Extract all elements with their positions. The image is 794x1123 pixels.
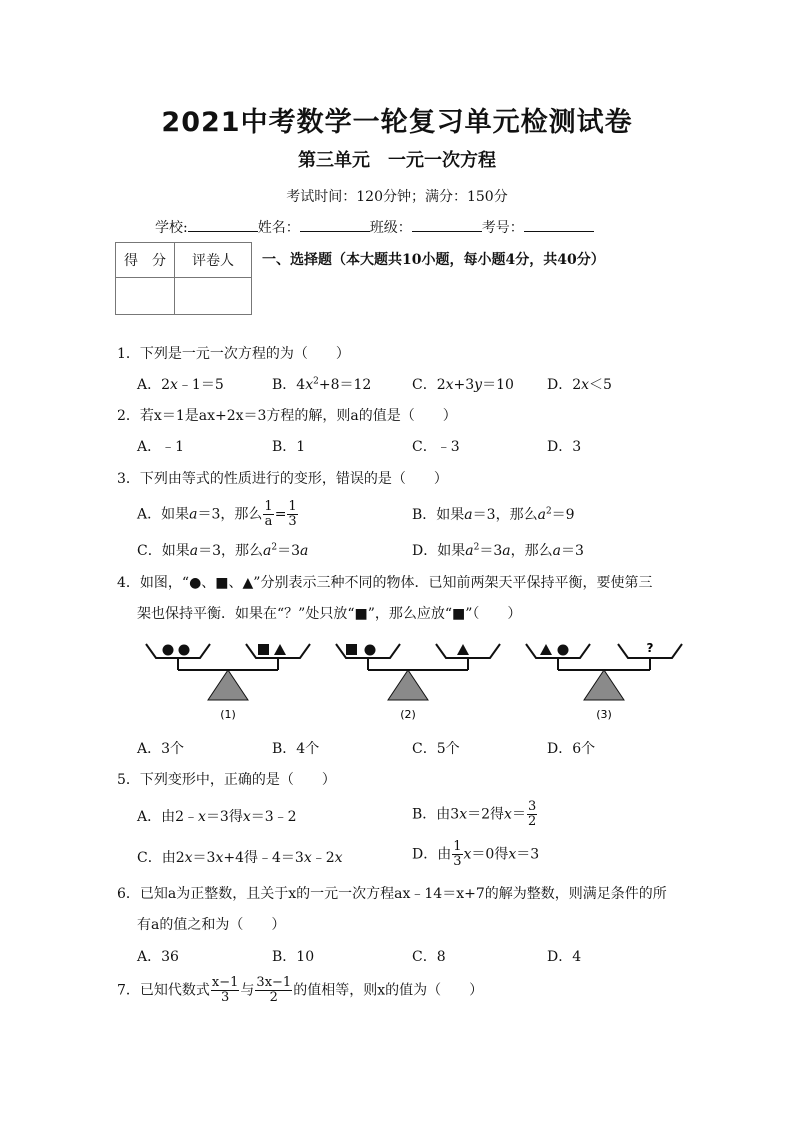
page-title: 2021中考数学一轮复习单元检测试卷	[161, 107, 633, 138]
triangle-icon	[274, 644, 286, 655]
square-icon	[258, 644, 269, 655]
question-mark: ?	[646, 641, 654, 655]
balance-scale-1	[146, 644, 310, 721]
number-field[interactable]	[524, 219, 594, 232]
fraction: $\frac{3x-1}{2}$	[256, 975, 292, 1005]
q3-option-a[interactable]: A．如果a＝3，那么 $\frac{1}{a}$ = $\frac{1}{3}$	[137, 499, 297, 529]
question-stem-post: 的值相等，则x的值为（ ）	[293, 982, 484, 999]
class-field[interactable]	[412, 219, 482, 232]
q1-option-c[interactable]: C．2x+3y＝10	[412, 377, 514, 393]
q2-option-d[interactable]: D．3	[547, 439, 582, 455]
question-6-line1	[117, 883, 667, 903]
q1-option-d[interactable]: D．2x＜5	[547, 377, 612, 393]
q5-option-b[interactable]: B．由3x＝2得x＝ $\frac{3}{2}$	[412, 799, 537, 829]
question-stem-pre: 已知代数式	[139, 982, 210, 999]
fraction: $\frac{3}{2}$	[527, 799, 537, 829]
question-3	[117, 468, 448, 488]
q4-option-b[interactable]: B．4个	[272, 741, 320, 757]
q4-option-a[interactable]: A．3个	[137, 741, 185, 757]
name-field[interactable]	[300, 219, 370, 232]
question-6-line2: 有a的值之和为（ ）	[137, 917, 286, 933]
q6-option-b[interactable]: B．10	[272, 949, 315, 965]
section-title: 一、选择题（本大题共10小题，每小题4分，共40分）	[262, 252, 605, 268]
q5-option-c[interactable]: C．由2x＝3x+4得﹣4＝3x﹣2x	[137, 850, 343, 866]
q5-option-d[interactable]: D．由 $\frac{1}{3}$ x＝0得x＝3	[412, 839, 540, 869]
question-stem: 下列是一元一次方程的为（ ）	[139, 346, 350, 362]
fraction: $\frac{1}{3}$	[288, 499, 297, 529]
question-4-line2: 架也保持平衡．如果在“？”处只放“■”，那么应放“■”（ ）	[137, 606, 522, 622]
circle-icon	[365, 645, 376, 656]
question-number: 2．	[117, 408, 140, 424]
circle-icon	[558, 645, 569, 656]
question-number: 1．	[117, 346, 140, 362]
grader-cell[interactable]	[175, 278, 252, 315]
question-2	[117, 405, 457, 425]
q6-option-d[interactable]: D．4	[547, 949, 582, 965]
question-1	[117, 343, 350, 363]
school-field[interactable]	[188, 219, 258, 232]
q2-option-c[interactable]: C．﹣3	[412, 439, 460, 455]
q2-option-a[interactable]: A．﹣1	[137, 439, 185, 455]
fraction: $\frac{1}{a}$	[264, 499, 273, 529]
question-stem: 下列变形中，正确的是（ ）	[139, 772, 336, 788]
square-icon	[346, 644, 357, 655]
question-stem: 下列由等式的性质进行的变形，错误的是（ ）	[139, 471, 448, 487]
score-header: 得 分	[116, 243, 175, 278]
question-4-line1	[117, 572, 652, 592]
unit-subtitle: 第三单元 一元一次方程	[298, 150, 496, 171]
q3-option-c[interactable]: C．如果a＝3，那么$a^2=3a$	[137, 542, 309, 559]
q3-option-d[interactable]: D．如果$a^2=3a$，那么a＝3	[412, 542, 584, 559]
circle-icon	[163, 645, 174, 656]
school-label: 学校:	[155, 220, 188, 236]
name-label: 姓名：	[257, 220, 300, 236]
q4-option-c[interactable]: C．5个	[412, 741, 460, 757]
q5-option-a[interactable]: A．由2﹣x＝3得x＝3﹣2	[137, 809, 297, 825]
circle-icon	[179, 645, 190, 656]
q6-option-a[interactable]: A．36	[137, 949, 179, 965]
balance-scales-figure	[138, 634, 686, 724]
question-5	[117, 769, 336, 789]
q3-option-b[interactable]: B．如果a＝3，那么$a^2=9$	[412, 506, 575, 523]
question-number: 6．	[117, 886, 140, 902]
question-stem: 如图，“●、■、▲”分别表示三种不同的物体．已知前两架天平保持平衡，要使第三	[139, 575, 653, 591]
question-number: 3．	[117, 471, 140, 487]
figure-label: (3)	[596, 708, 612, 721]
question-number: 5．	[117, 772, 140, 788]
q2-option-b[interactable]: B．1	[272, 439, 306, 455]
question-stem-mid: 与	[240, 982, 255, 999]
fraction: $\frac{x-1}{3}$	[211, 975, 239, 1005]
q1-option-b[interactable]: B．$4x^2+8=12$	[272, 376, 372, 393]
score-cell[interactable]	[116, 278, 175, 315]
question-7	[117, 976, 483, 1005]
triangle-icon	[457, 644, 469, 655]
q6-option-c[interactable]: C．8	[412, 949, 446, 965]
question-stem: 若x＝1是ax+2x＝3方程的解，则a的值是（ ）	[139, 408, 457, 424]
q4-option-d[interactable]: D．6个	[547, 741, 596, 757]
grader-header: 评卷人	[175, 243, 252, 278]
question-number: 4．	[117, 575, 140, 591]
fraction: $\frac{1}{3}$	[453, 839, 462, 869]
triangle-icon	[540, 644, 552, 655]
exam-info: 考试时间：120分钟；满分：150分	[286, 189, 508, 205]
question-stem: 已知a为正整数，且关于x的一元一次方程ax﹣14＝x+7的解为整数，则满足条件的所	[139, 886, 667, 902]
student-info-line	[155, 217, 594, 237]
balance-scale-2	[336, 644, 500, 721]
figure-label: (1)	[220, 708, 236, 721]
question-number: 7．	[117, 982, 140, 999]
number-label: 考号：	[481, 220, 524, 236]
score-table	[115, 242, 252, 315]
balance-scale-3	[526, 641, 682, 721]
q1-option-a[interactable]: A．2x﹣1＝5	[137, 377, 224, 393]
figure-label: (2)	[400, 708, 416, 721]
class-label: 班级：	[369, 220, 412, 236]
